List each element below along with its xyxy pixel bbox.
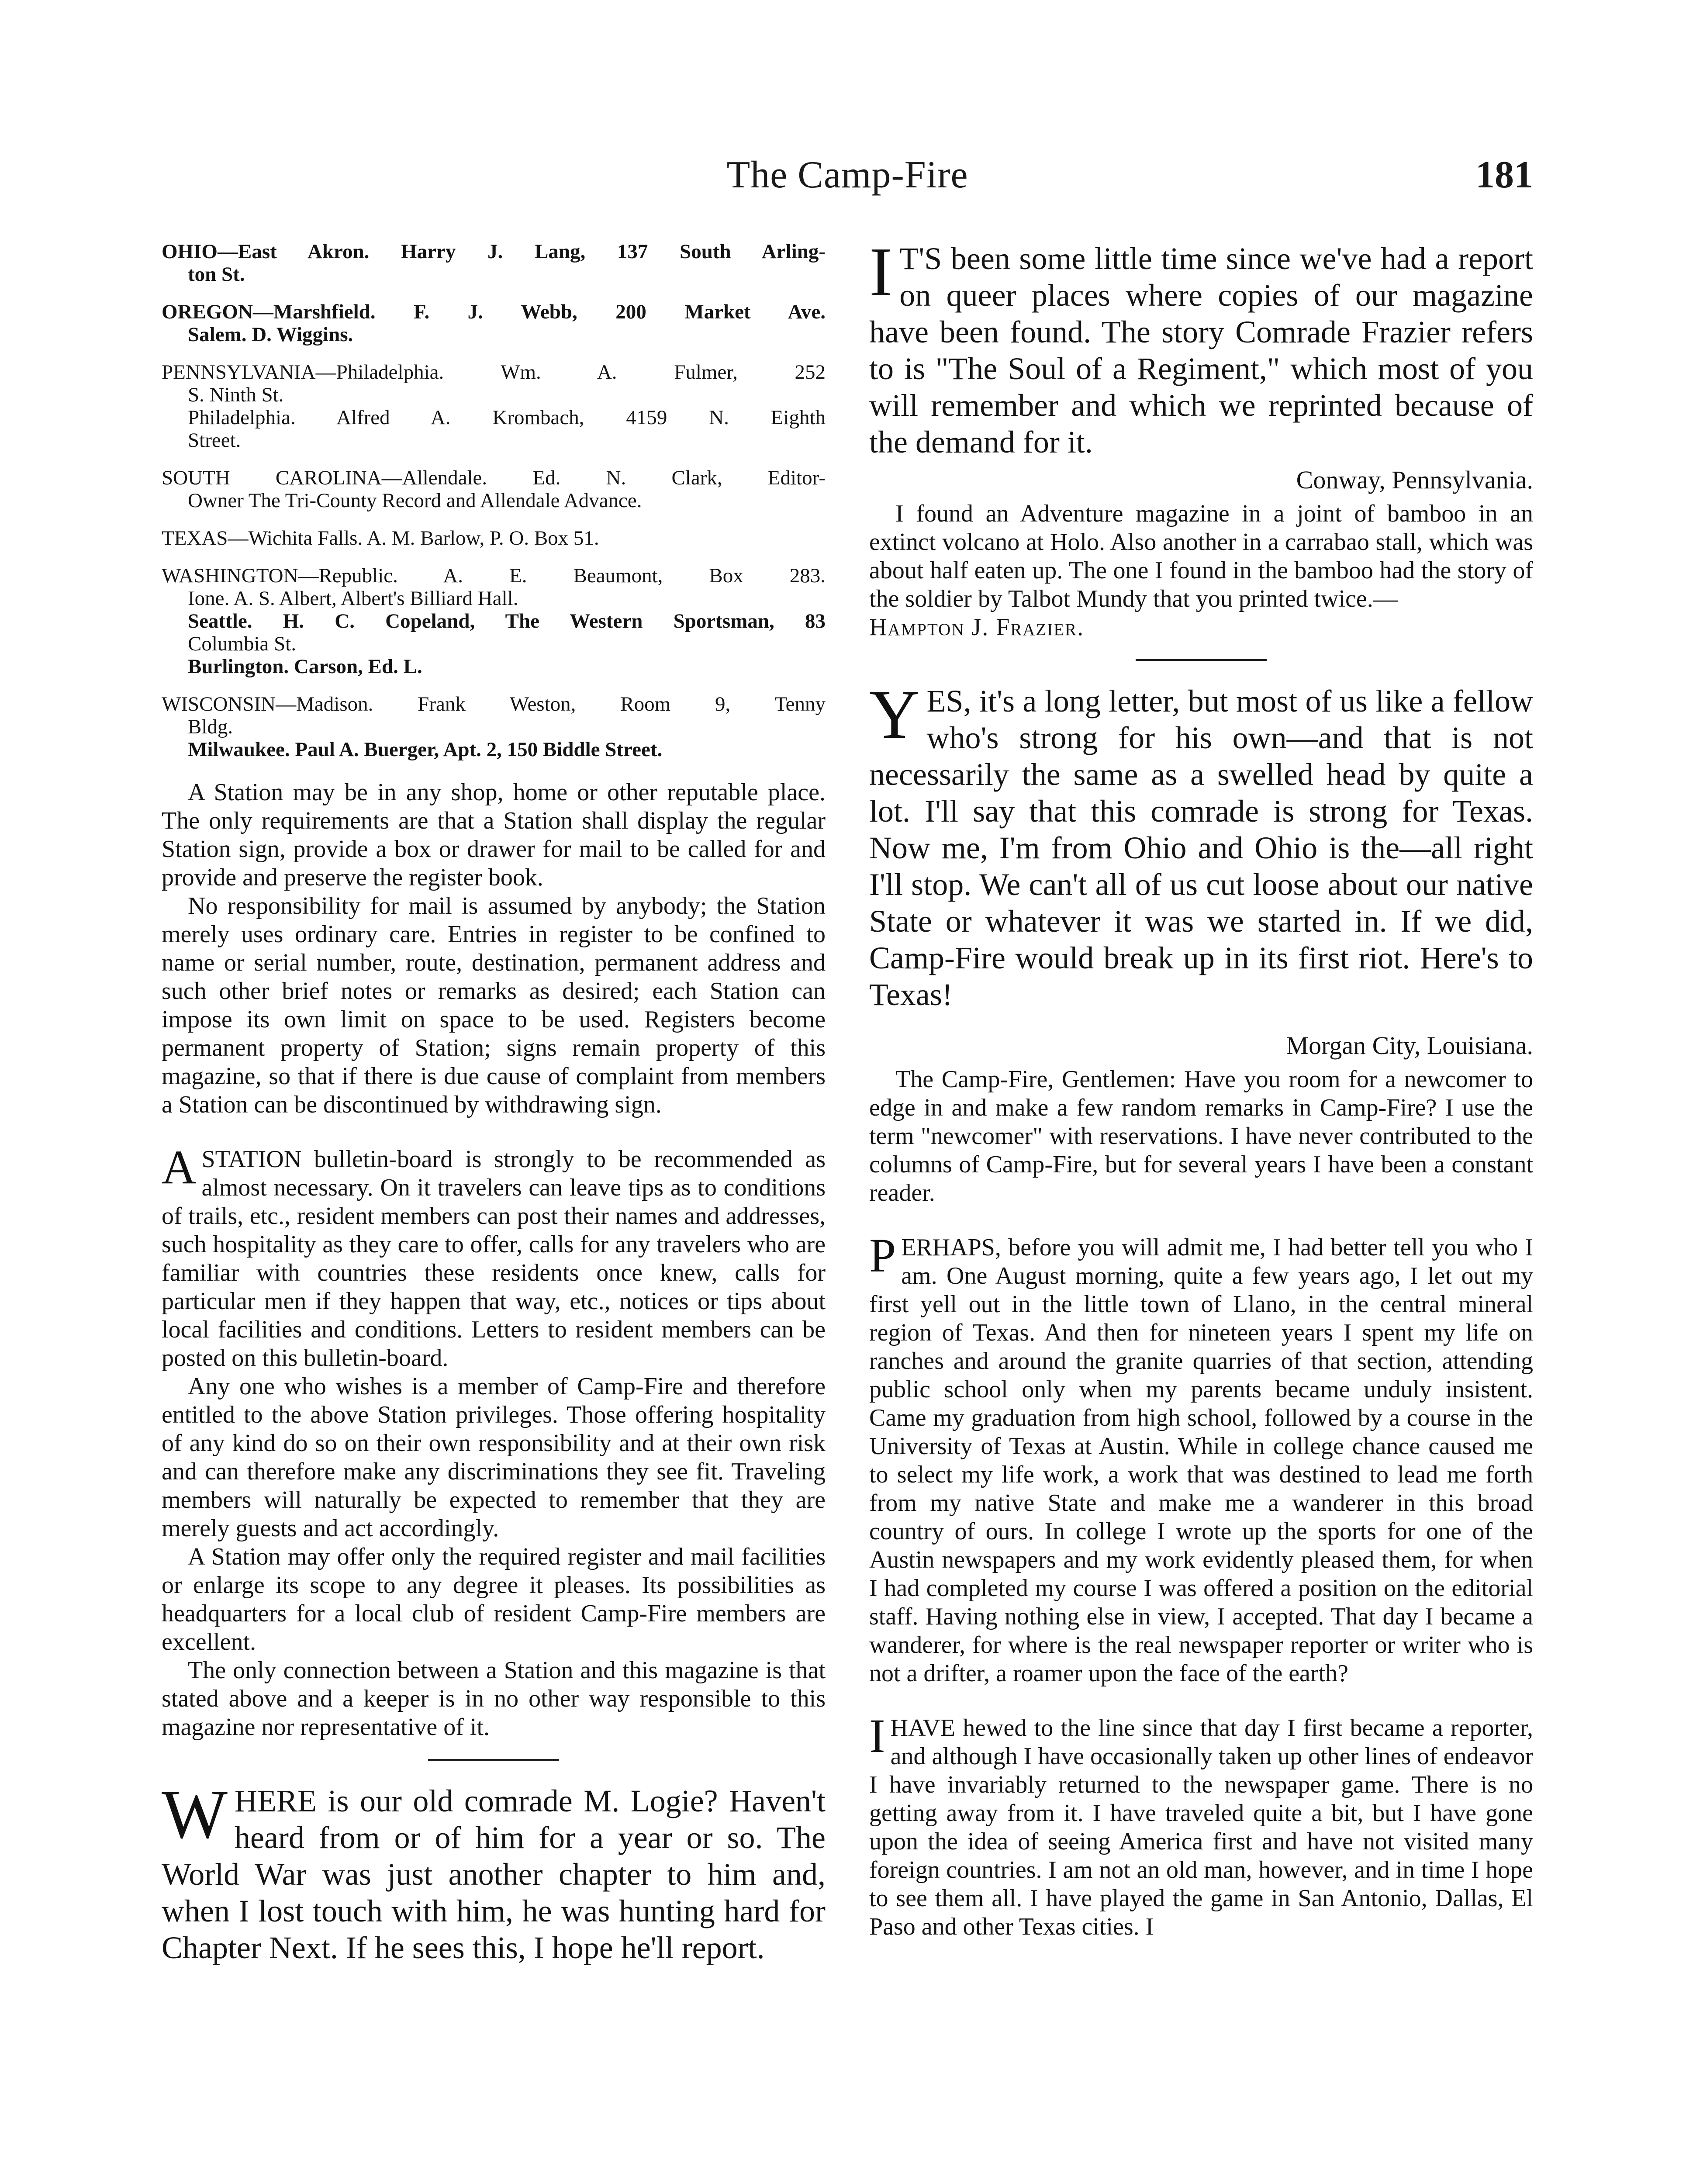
station-sub: S. Ninth St. (188, 384, 284, 406)
paragraph: ERHAPS, before you will admit me, I had better tell you who I am. One August morning, quite a few years ago, I let out my first yell out in the little town of Llano, in the central mineral region of Texas. And then for nineteen years I spent my life on ranches and around the granite quarries of that section, attending public school only when my parents became unduly insistent. Came my graduation from high school, followed by a course in the University of Texas at Austin. While in college chance caused me to select my life work, a work that was destined to lead me forth from my native State and make me a wanderer in this broad country of ours. In college I wrote up the sports for one of the Austin newspapers and my work evidently pleased them, for when I had completed my course I was offered a position on the editorial staff. Having nothing else in view, I accepted. That day I became a wanderer, for where is the real newspaper reporter or writer who is not a drifter, a roamer upon the face of the earth? (869, 1234, 1533, 1687)
station-line: Wm. A. Fulmer, 252 (501, 361, 826, 384)
paragraph: STATION bulletin-board is strongly to be recommended as almost necessary. On it travelers can leave tips as to conditions of trails, etc., resident members can post their names and addresses, such hospitality as they care to offer, calls for any travelers who are familiar with countries these residents once knew, calls for particular men if they happen that way, etc., notices or tips about local facilities and conditions. Letters to resident members can be posted on this bulletin-board. (162, 1146, 826, 1372)
drop-cap: Y (869, 675, 920, 753)
station-lead: WASHINGTON—Republic. (162, 564, 398, 587)
running-title: The Camp-Fire (726, 154, 968, 196)
frazier-letter (869, 500, 1533, 642)
station-entry (162, 693, 826, 761)
dateline: Conway, Pennsylvania. (1296, 466, 1533, 494)
station-line: A. E. Beaumont, Box 283. (443, 564, 826, 587)
station-sub: ton St. (188, 263, 245, 286)
station-entry (162, 527, 826, 549)
paragraph: A Station may offer only the required register and mail facilities or enlarge its scope to any degree it pleases. Its possibilities as headquarters for a local club of resident Camp-Fire members are excellent. (162, 1543, 826, 1655)
texas-letter-continued (869, 1709, 1533, 1941)
station-entry (162, 467, 826, 512)
station-lead: SOUTH CAROLINA—Allendale. (162, 467, 487, 489)
logie-section (162, 1775, 826, 1966)
station-entry (162, 564, 826, 678)
paragraph: T'S been some little time since we've had a report on queer places where copies of our magazine have been found. The story Comrade Frazier refers to is "The Soul of a Regiment," which most of you will remember and which we reprinted because of the demand for it. (869, 241, 1533, 460)
page-header (162, 153, 1533, 205)
page-number: 181 (1475, 154, 1533, 196)
texas-intro (869, 675, 1533, 1013)
section-divider (428, 1759, 559, 1761)
right-column (869, 240, 1533, 2184)
paragraph: A Station may be in any shop, home or other reputable place. The only requirements are that a Station shall display the regular Station sign, provide a box or drawer for mail to be called for and provide and preserve the register book. (162, 779, 826, 891)
paragraph: ES, it's a long letter, but most of us like a fellow who's strong for his own—and that is not necessarily the same as a swelled head by quite a lot. I'll say that this comrade is strong for Texas. Now me, I'm from Ohio and Ohio is the—all right I'll stop. We can't all of us cut loose about our native State or whatever it was we started in. If we did, Camp-Fire would break up in its first riot. Here's to Texas! (869, 684, 1533, 1012)
station-sub: Milwaukee. Paul A. Buerger, Apt. 2, 150 Biddle Street. (188, 738, 663, 761)
station-sub: Philadelphia. Alfred A. Krombach, 4159 N. Eighth (188, 406, 826, 429)
station-lead: OREGON—Marshfield. (162, 301, 376, 323)
paragraph: HERE is our old comrade M. Logie? Haven't heard from or of him for a year or so. The World War was just another chapter to him and, when I lost touch with him, he was hunting hard for Chapter Next. If he sees this, I hope he'll report. (162, 1783, 826, 1965)
paragraph: The only connection between a Station and this magazine is that stated above and a keeper is in no other way responsible to this magazine nor representative of it. (162, 1657, 826, 1741)
station-lead: WISCONSIN—Madison. (162, 693, 373, 715)
station-entry (162, 361, 826, 452)
paragraph: No responsibility for mail is assumed by anybody; the Station merely uses ordinary care. Entries in register to be confined to name or serial number, route, destination, permanent address and such other brief notes or remarks as desired; each Station can impose its own limit on space to be used. Registers become permanent property of Station; signs remain property of this magazine, so that if there is due cause of complaint from members a Station can be discontinued by withdrawing sign. (162, 892, 826, 1118)
station-line: F. J. Webb, 200 Market Ave. (414, 301, 826, 323)
texas-letter-continued (869, 1229, 1533, 1688)
section-divider (1136, 659, 1267, 661)
dateline: Morgan City, Louisiana. (1286, 1031, 1533, 1060)
drop-cap: P (869, 1229, 896, 1282)
frazier-intro (869, 240, 1533, 460)
station-sub: Bldg. (188, 715, 233, 738)
station-rules (162, 778, 826, 1119)
station-line: Frank Weston, Room 9, Tenny (418, 693, 826, 715)
station-lead: OHIO—East Akron. (162, 240, 370, 263)
drop-cap: I (869, 240, 893, 311)
station-sub: Burlington. Carson, Ed. L. (188, 655, 422, 678)
station-list (162, 240, 826, 761)
station-line: Ed. N. Clark, Editor- (532, 467, 826, 489)
drop-cap: I (869, 1709, 885, 1762)
bulletin-board-section (162, 1140, 826, 1742)
station-line: A. M. Barlow, P. O. Box 51. (366, 527, 599, 549)
left-column (162, 240, 826, 2184)
station-sub: Owner The Tri-County Record and Allendale Advance. (188, 489, 642, 512)
station-entry (162, 301, 826, 346)
paragraph: I found an Adventure magazine in a joint of bamboo in an extinct volcano at Holo. Also another in a carrabao stall, which was about half eaten up. The one I found in the bamboo had the story of the soldier by Talbot Mundy that you printed twice.— (869, 500, 1533, 612)
station-sub: Salem. D. Wiggins. (188, 323, 353, 346)
paragraph: The Camp-Fire, Gentlemen: Have you room for a newcomer to edge in and make a few random remarks in Camp-Fire? I use the term "newcomer" with reservations. I have never contributed to the columns of Camp-Fire, but for several years I have been a constant reader. (869, 1066, 1533, 1206)
station-sub: Ione. A. S. Albert, Albert's Billiard Hall. (188, 587, 518, 610)
drop-cap: W (162, 1775, 228, 1853)
station-line: Harry J. Lang, 137 South Arling- (401, 240, 826, 263)
texas-letter (869, 1065, 1533, 1207)
station-entry (162, 240, 826, 286)
magazine-page (162, 144, 1533, 2184)
paragraph: HAVE hewed to the line since that day I first became a reporter, and although I have occasionally taken up other lines of endeavor I have invariably returned to the newspaper game. There is no getting away from it. I have traveled quite a bit, but I have gone upon the idea of seeing America first and have not visited many foreign countries. I am not an old man, however, and in time I hope to see them all. I have played the game in San Antonio, Dallas, El Paso and other Texas cities. I (869, 1714, 1533, 1940)
paragraph: Any one who wishes is a member of Camp-Fire and therefore entitled to the above Station privileges. Those offering hospitality of any kind do so on their own responsibility and at their own risk and can therefore make any discriminations they see fit. Traveling members will naturally be expected to remember that they are merely guests and act accordingly. (162, 1373, 826, 1542)
station-sub: Street. (188, 429, 241, 452)
signature: Hampton J. Frazier. (869, 614, 1085, 641)
station-sub: Seattle. H. C. Copeland, The Western Sportsman, 83 (188, 610, 826, 632)
station-sub: Columbia St. (188, 632, 297, 655)
station-lead: PENNSYLVANIA—Philadelphia. (162, 361, 444, 384)
drop-cap: A (162, 1140, 197, 1194)
station-lead: TEXAS—Wichita Falls. (162, 527, 363, 549)
